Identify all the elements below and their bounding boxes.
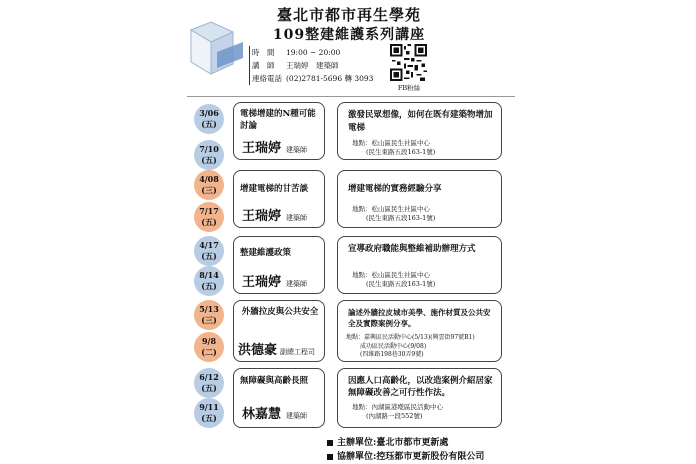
session-detail-box — [337, 102, 502, 160]
speaker-value: 王瑞婷 建築師 — [286, 61, 339, 70]
session-venue: 地點：松山區民生社區中心 (民生東路五段163-1號) — [352, 271, 436, 288]
session-topic-box — [233, 368, 325, 428]
date-badge: 4/08 (三) — [194, 170, 224, 200]
session-detail-box — [337, 368, 502, 428]
speaker-label: 講 師 — [249, 59, 286, 72]
time-value: 19:00 ~ 20:00 — [286, 48, 341, 57]
poster-subtitle: 109整建維護系列講座 — [272, 27, 426, 43]
contact-label: 連絡電話 — [249, 72, 286, 85]
date-badge: 7/17 (五) — [194, 202, 224, 232]
session-description: 增建電梯的實務經驗分享 — [348, 184, 442, 194]
time-label: 時 間 — [249, 46, 286, 59]
date-badge: 4/17 (五) — [194, 236, 224, 266]
session-topic-box — [233, 170, 325, 228]
date-badge: 6/12 (五) — [194, 368, 224, 398]
poster-title: 臺北市都市再生學苑 — [276, 6, 421, 24]
session-venue: 地點：松山區民生社區中心 (民生東路五段163-1號) — [352, 139, 436, 156]
session-venue: 地點：內湖區港墘區民活動中心 (內湖路一段552號) — [352, 403, 443, 420]
session-detail-box — [337, 236, 502, 294]
organizer: 主辦單位:臺北市都市更新處 — [327, 435, 448, 448]
co-organizer: 協辦單位:控珏都市更新股份有限公司 — [327, 449, 484, 462]
contact-value: (02)2781-5696 轉 3093 — [286, 74, 374, 83]
session-description: 因應人口高齡化，以改造案例介紹居家無障礙改善之可行性作法。 — [348, 376, 493, 398]
session-description: 宣導政府職能與整維補助辦理方式 — [348, 244, 476, 254]
divider — [187, 96, 515, 97]
session-topic-box — [233, 300, 325, 362]
session-venue: 地點：松山區民生社區中心 (民生東路五段163-1號) — [352, 205, 436, 222]
bullet-icon — [327, 454, 333, 460]
date-badge: 7/10 (五) — [194, 140, 224, 170]
session-topic: 電梯增建的N種可能討論 — [240, 109, 316, 131]
session-description: 激發民眾想像，如何在既有建築物增加電梯 — [348, 110, 493, 133]
bullet-icon — [327, 440, 333, 446]
session-speaker: 洪德豪 副總工程司 — [238, 343, 316, 358]
date-badge: 9/8 (二) — [194, 332, 224, 362]
session-topic: 外牆拉皮與公共安全 — [241, 307, 319, 317]
info-block — [249, 46, 373, 85]
fb-fans-label: FB粉絲 — [397, 84, 421, 92]
date-badge: 3/06 (五) — [194, 104, 224, 134]
session-topic-box — [233, 236, 325, 294]
date-badge: 8/14 (五) — [194, 266, 224, 296]
session-speaker: 林嘉慧 建築師 — [242, 407, 308, 422]
session-topic: 增建電梯的甘苦談 — [240, 184, 309, 194]
session-speaker: 王瑞婷 建築師 — [242, 141, 308, 156]
qr-code-icon — [390, 44, 427, 81]
lecture-poster — [177, 0, 525, 464]
session-detail-box — [337, 300, 502, 362]
date-badge: 9/11 (五) — [194, 398, 224, 428]
logo-icon — [181, 18, 247, 84]
session-speaker: 王瑞婷 建築師 — [242, 209, 308, 224]
session-topic-box — [233, 102, 325, 160]
session-description: 論述外牆拉皮城市美學、施作材質及公共安全及實際案例分享。 — [348, 308, 491, 328]
session-topic: 無障礙與高齡長照 — [240, 376, 309, 386]
session-speaker: 王瑞婷 建築師 — [242, 275, 308, 290]
session-topic: 整建維護政策 — [240, 248, 292, 258]
session-venue: 地點：嘉興區民活動中心(5/13)(興雲街97號B1) 成功區民活動中心(9/08) (四維路198巷30弄9號) — [346, 334, 475, 358]
date-badge: 5/13 (三) — [194, 300, 224, 330]
session-detail-box — [337, 170, 502, 228]
